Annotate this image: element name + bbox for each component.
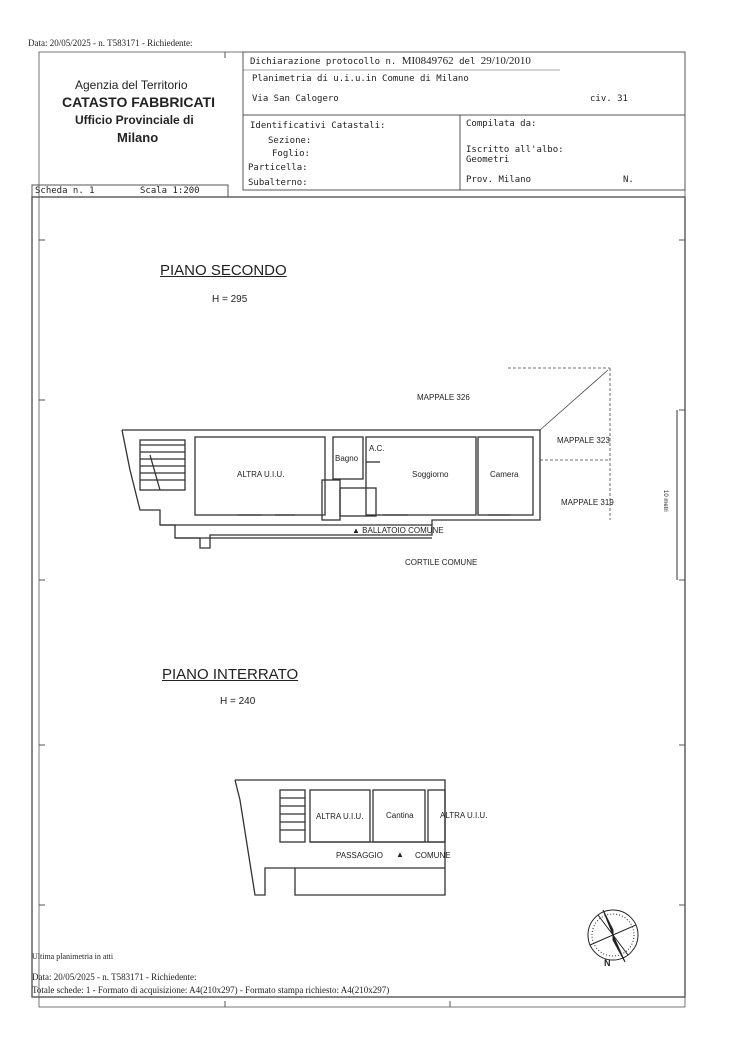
subalterno: Subalterno:: [248, 178, 308, 188]
compass-icon: [588, 910, 638, 962]
province: Prov. Milano: [466, 175, 532, 185]
address: Via San Calogero: [252, 94, 339, 104]
ballatoio: ▲ BALLATOIO COMUNE: [352, 526, 444, 535]
top-stamp: Data: 20/05/2025 - n. T583171 - Richiedente:: [28, 38, 193, 48]
compass-north: N: [604, 958, 611, 968]
room-altra-uiu: ALTRA U.I.U.: [237, 470, 285, 479]
footer-formats: Totale schede: 1 - Formato di acquisizione: A4(210x297) - Formato stampa richiesto: A4(210x297): [32, 985, 390, 995]
room-soggiorno: Soggiorno: [412, 470, 449, 479]
albo-value: Geometri: [466, 155, 510, 165]
agency-line4: Milano: [117, 130, 159, 145]
floor2-plan: [122, 430, 540, 548]
room-camera: Camera: [490, 470, 519, 479]
room-ac: A.C.: [369, 444, 385, 453]
agency-line1: Agenzia del Territorio: [75, 78, 188, 92]
passaggio: PASSAGGIO: [336, 851, 383, 860]
mappale-323: MAPPALE 323: [557, 436, 610, 445]
scala: Scala 1:200: [140, 186, 200, 196]
passaggio-symbol-icon: ▲: [396, 850, 404, 859]
compiled-by: Compilata da:: [466, 119, 537, 129]
particella: Particella:: [248, 163, 308, 173]
basement-altra-left: ALTRA U.I.U.: [316, 812, 364, 821]
floor2-title: PIANO SECONDO: [160, 262, 287, 279]
civic: civ. 31: [590, 94, 628, 104]
protocol-label: Dichiarazione protocollo n. MI0849762 del 29/10/2010: [250, 55, 531, 67]
basement-cantina: Cantina: [386, 811, 414, 820]
agency-line2: CATASTO FABBRICATI: [62, 94, 215, 110]
mappale-326: MAPPALE 326: [417, 393, 470, 402]
plan-label: Planimetria di u.i.u.in Comune di Milano: [252, 74, 469, 84]
basement-plan: [235, 780, 445, 895]
footer-last-plan: Ultima planimetria in atti: [32, 952, 114, 961]
side-scale-label: 10 metri: [662, 490, 668, 512]
basement-altra-right: ALTRA U.I.U.: [440, 811, 488, 820]
basement-title: PIANO INTERRATO: [162, 666, 299, 683]
n-label: N.: [623, 175, 634, 185]
footer-stamp: Data: 20/05/2025 - n. T583171 - Richiedente:: [32, 972, 197, 982]
cortile: CORTILE COMUNE: [405, 558, 478, 567]
foglio: Foglio:: [272, 149, 310, 159]
sezione: Sezione:: [268, 136, 312, 146]
drawing-frame: [32, 197, 685, 997]
comune: COMUNE: [415, 851, 451, 860]
mappale-319: MAPPALE 319: [561, 498, 614, 507]
room-bagno: Bagno: [335, 454, 359, 463]
basement-height: H = 240: [220, 696, 256, 707]
agency-line3: Ufficio Provinciale di: [75, 113, 194, 127]
scheda: Scheda n. 1: [35, 186, 95, 196]
floor2-height: H = 295: [212, 294, 248, 305]
ident-title: Identificativi Catastali:: [250, 121, 386, 131]
albo-label: Iscritto all'albo:: [466, 145, 564, 155]
